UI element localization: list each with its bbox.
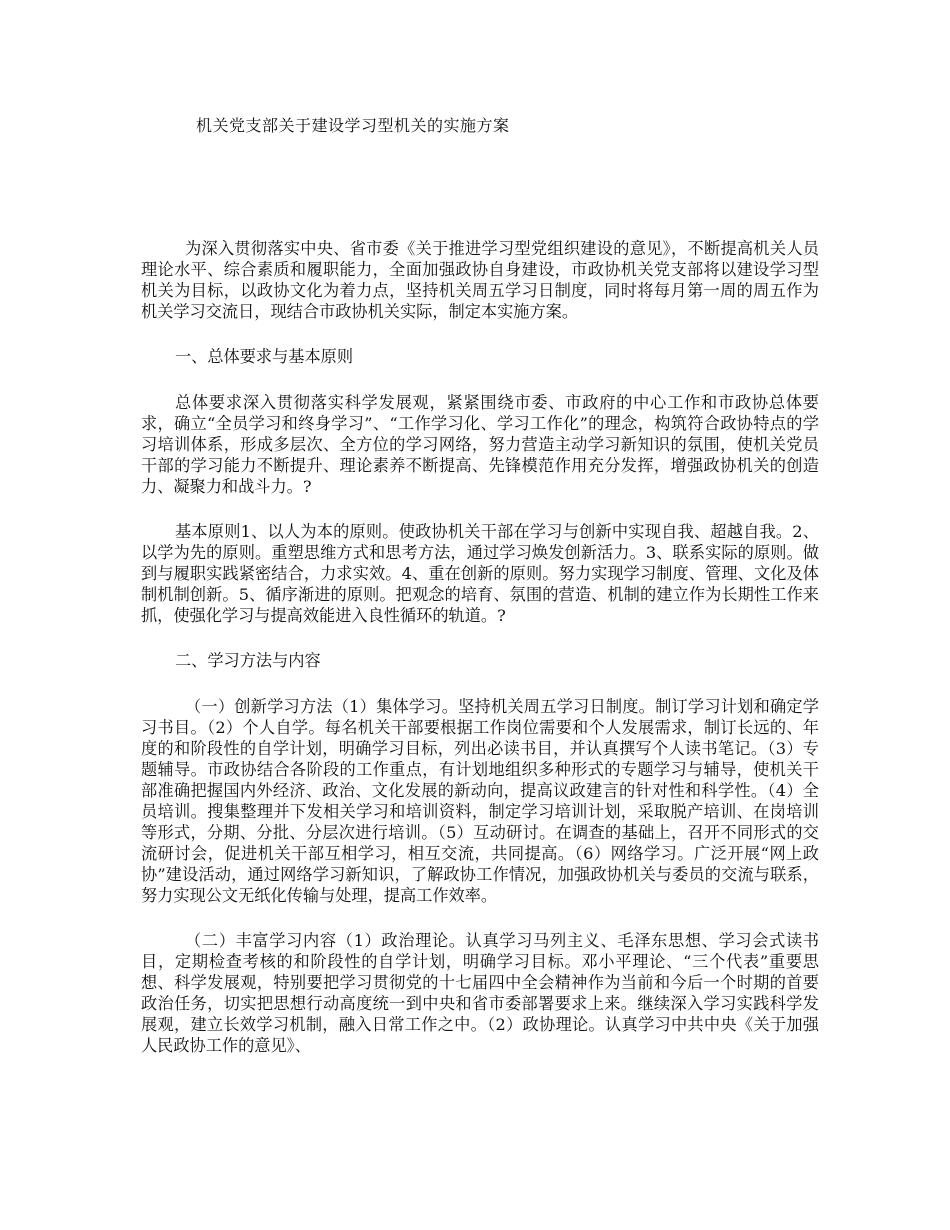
- learning-methods-paragraph: （一）创新学习方法（1）集体学习。坚持机关周五学习日制度。制订学习计划和确定学习书目。（2）个人自学。每名机关干部要根据工作岗位需要和个人发展需求，制订长远的、年度的和阶段性的自学计划，明确学习目标，列出必读书目，并认真撰写个人读书笔记。（3）专题辅导。市政协结合各阶段的工作重点，有计划地组织多种形式的专题学习与辅导，使机关干部准确把握国内外经济、政治、文化发展的新动向，提高议政建言的针对性和科学性。（4）全员培训。搜集整理并下发相关学习和培训资料，制定学习培训计划，采取脱产培训、在岗培训等形式，分期、分批、分层次进行培训。（5）互动研讨。在调查的基础上，召开不同形式的交流研讨会，促进机关干部互相学习，相互交流，共同提高。（6）网络学习。广泛开展“网上政协”建设活动，通过网络学习新知识，了解政协工作情况，加强政协机关与委员的交流与联系，努力实现公文无纸化传输与处理，提高工作效率。: [141, 697, 819, 905]
- document-body: [141, 238, 819, 1080]
- learning-content-paragraph: （二）丰富学习内容（1）政治理论。认真学习马列主义、毛泽东思想、学习会式读书目，定期检查考核的和阶段性的自学计划，明确学习目标。邓小平理论、“三个代表”重要思想、科学发展观，特别要把学习贯彻党的十七届四中全会精神作为当前和今后一个时期的首要政治任务，切实把思想行动高度统一到中央和省市委部署要求上来。继续深入学习实践科学发展观，建立长效学习机制，融入日常工作之中。（2）政协理论。认真学习中共中央《关于加强人民政协工作的意见》、: [141, 931, 819, 1055]
- intro-paragraph: 为深入贯彻落实中央、省市委《关于推进学习型党组织建设的意见》，不断提高机关人员理论水平、综合素质和履职能力，全面加强政协自身建设，市政协机关党支部将以建设学习型机关为目标，以政协文化为着力点，坚持机关周五学习日制度，同时将每月第一周的周五作为机关学习交流日，现结合市政协机关实际，制定本实施方案。: [141, 239, 819, 321]
- section-heading-2: 二、学习方法与内容: [175, 651, 321, 670]
- basic-principles-paragraph: 基本原则1、以人为本的原则。使政协机关干部在学习与创新中实现自我、超越自我。2、以学为先的原则。重塑思维方式和思考方法，通过学习焕发创新活力。3、联系实际的原则。做到与履职实践紧密结合，力求实效。4、重在创新的原则。努力实现学习制度、管理、文化及体制机制创新。5、循序渐进的原则。把观念的培育、氛围的营造、机制的建立作为长期性工作来抓，使强化学习与提高效能进入良性循环的轨道。?: [141, 522, 819, 625]
- document-title: 机关党支部关于建设学习型机关的实施方案: [196, 116, 510, 135]
- section-heading-1: 一、总体要求与基本原则: [175, 347, 354, 366]
- general-requirements-paragraph: 总体要求深入贯彻落实科学发展观，紧紧围绕市委、市政府的中心工作和市政协总体要求，确立“全员学习和终身学习”、“工作学习化、学习工作化”的理念，构筑符合政协特点的学习培训体系，形成多层次、全方位的学习网络，努力营造主动学习新知识的氛围，使机关党员干部的学习能力不断提升、理论素养不断提高、先锋模范作用充分发挥，增强政协机关的创造力、凝聚力和战斗力。?: [141, 393, 819, 496]
